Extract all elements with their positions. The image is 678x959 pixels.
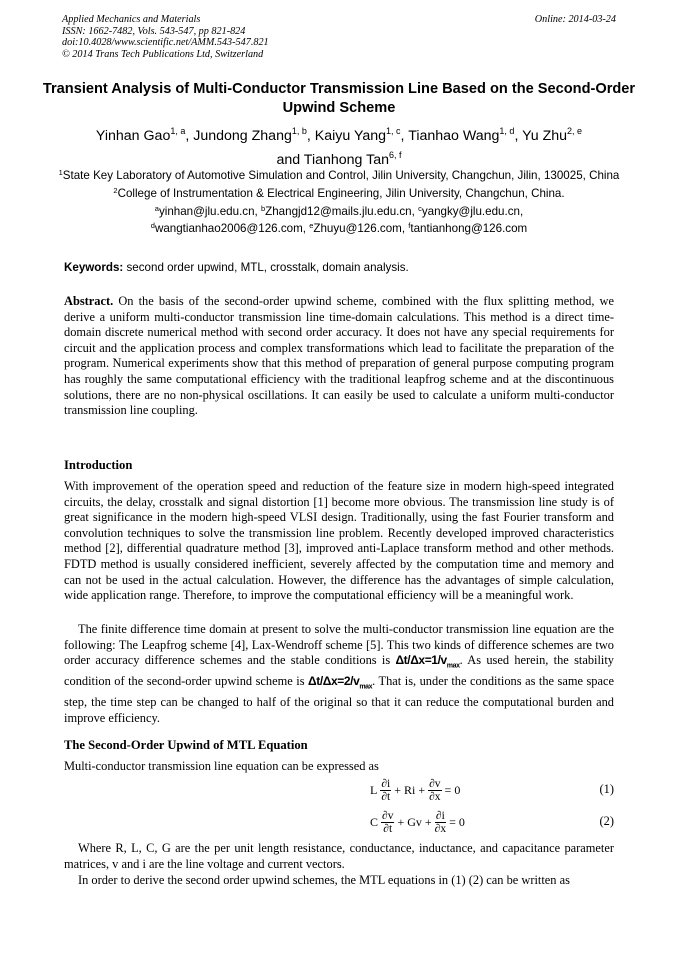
equation-1: L $\frac{\partial i}{\partial t}$ + Ri + $\frac{\partial v}{\partial x}$ = 0 (1) (370, 777, 614, 803)
keywords-text: second order upwind, MTL, crosstalk, domain analysis. (123, 261, 409, 274)
issn-line: ISSN: 1662-7482, Vols. 543-547, pp 821-824 (62, 25, 246, 37)
email-line: $^d$wangtianhao2006@126.com, $^e$Zhuyu@126.com, $^f$tantianhong@126.com (150, 221, 528, 236)
abstract-text: On the basis of the second-order upwind scheme, combined with the flux splitting method, we derive a uniform multi-conductor transmission line time-domain calculations. This method is a direct time-domain discrete numerical method with second order accuracy. It does not have any special requirements for circuit and the application process and complex transformations which lead to facilitate the preparation of the program. Numerical experiments show that this method of preparation of general purpose computing program has roughly the same computational efficiency with the traditional leapfrog scheme and at the discontinuous solutions, there are no non-physical oscillations. It can easily be used to calculate a uniform multi-conductor transmission line coupling. (64, 294, 614, 418)
abstract-label: Abstract. (64, 294, 114, 308)
online-date: Online: 2014-03-24 (534, 14, 616, 25)
email: wangtianhao2006@126.com, (154, 222, 310, 236)
equation-2: C $\frac{\partial v}{\partial t}$ + Gv + $\frac{\partial i}{\partial x}$ = 0 (2) (370, 809, 614, 835)
email: yinhan@jlu.edu.cn, (158, 204, 261, 218)
copyright-line: © 2014 Trans Tech Publications Ltd, Switzerland (62, 48, 264, 60)
intro-paragraph-2: The finite difference time domain at present to solve the multi-conductor transmission line equation are the following: The Leapfrog scheme [4], Lax-Wendroff scheme [5]. This two kinds of difference schemes are two order accuracy difference schemes and the stable conditions is $\Delta t/\Delta x=1/v_{max}$. As used herein, the stability condition of the second-order upwind scheme is $\Delta t/\Delta x=2/v_{max}$. That is, under the conditions as the same space step, the time step can be changed to half of the original so that it can reduce the computational burden and improve efficiency. (64, 622, 614, 725)
keywords-label: Keywords: (64, 261, 124, 274)
equation-number: (2) (599, 814, 614, 828)
email: yangky@jlu.edu.cn, (421, 204, 524, 218)
email-line: $^a$yinhan@jlu.edu.cn, $^b$Zhangjd12@mails.jlu.edu.cn, $^c$yangky@jlu.edu.cn, (154, 203, 524, 218)
affiliation-1: $^1$State Key Laboratory of Automotive Simulation and Control, Jilin University, Changchun, Jilin, 130025, China (58, 168, 620, 182)
journal-name: Applied Mechanics and Materials (62, 14, 201, 25)
section2-intro: Multi-conductor transmission line equation can be expressed as (64, 759, 379, 773)
author: Tianhao Wang$^{1, d}$, (408, 126, 523, 144)
stability-condition-leapfrog: $\Delta t/\Delta x=1/v_{max}$ (395, 653, 460, 670)
author: Yinhan Gao$^{1, a}$, (95, 126, 194, 144)
section-heading-upwind: The Second-Order Upwind of MTL Equation (64, 738, 308, 752)
section2-paragraph-derive: In order to derive the second order upwind schemes, the MTL equations in (1) (2) can be written as (78, 873, 570, 887)
author: Jundong Zhang$^{1, b}$, (193, 126, 315, 144)
email: Zhuyu@126.com, (313, 222, 409, 236)
abstract (64, 294, 614, 419)
author: Kaiyu Yang$^{1, c}$, (314, 126, 409, 144)
affiliations (50, 166, 628, 237)
equation-number: (1) (599, 782, 614, 796)
keywords (64, 261, 614, 275)
section2-paragraph-where: Where R, L, C, G are the per unit length resistance, conductance, inductance, and capacitance parameter matrices, v and i are the line voltage and current vectors. (64, 841, 614, 871)
author: and Tianhong Tan$^{6, f}$ (276, 150, 402, 168)
author-list (40, 122, 638, 170)
email: Zhangjd12@mails.jlu.edu.cn, (265, 204, 419, 218)
stability-condition-upwind: $\Delta t/\Delta x=2/v_{max}$ (308, 674, 373, 691)
paper-title: Transient Analysis of Multi-Conductor Transmission Line Based on the Second-Order Upwind Scheme (42, 81, 636, 116)
email: tantianhong@126.com (410, 222, 528, 236)
doi-line: doi:10.4028/www.scientific.net/AMM.543-547.821 (62, 37, 269, 48)
section-heading-introduction: Introduction (64, 458, 133, 472)
author: Yu Zhu$^{2, e}$ (522, 126, 583, 144)
journal-header (62, 14, 616, 60)
affiliation-2: $^2$College of Instrumentation & Electrical Engineering, Jilin University, Changchun, China. (113, 185, 565, 200)
intro-paragraph-1: With improvement of the operation speed and reduction of the feature size in modern high-speed integrated circuits, the delay, crosstalk and signal distortion [1] become more obvious. The transmission line study is of great significance in the modern high-speed VLSI design. Traditionally, using the fast Fourier transform and convolution techniques to solve the transmission line problem. Recently developed improved characteristics method [2], differential quadrature method [3], improved anti-Laplace transform method and other methods. FDTD method is usually considered inefficient, severely affected by the computation time and memory and can not be used in the actual calculation. However, the difference has the advantages of simple calculation, wide application range. Therefore, to improve the computational efficiency will be a meaningful work. (64, 479, 614, 603)
